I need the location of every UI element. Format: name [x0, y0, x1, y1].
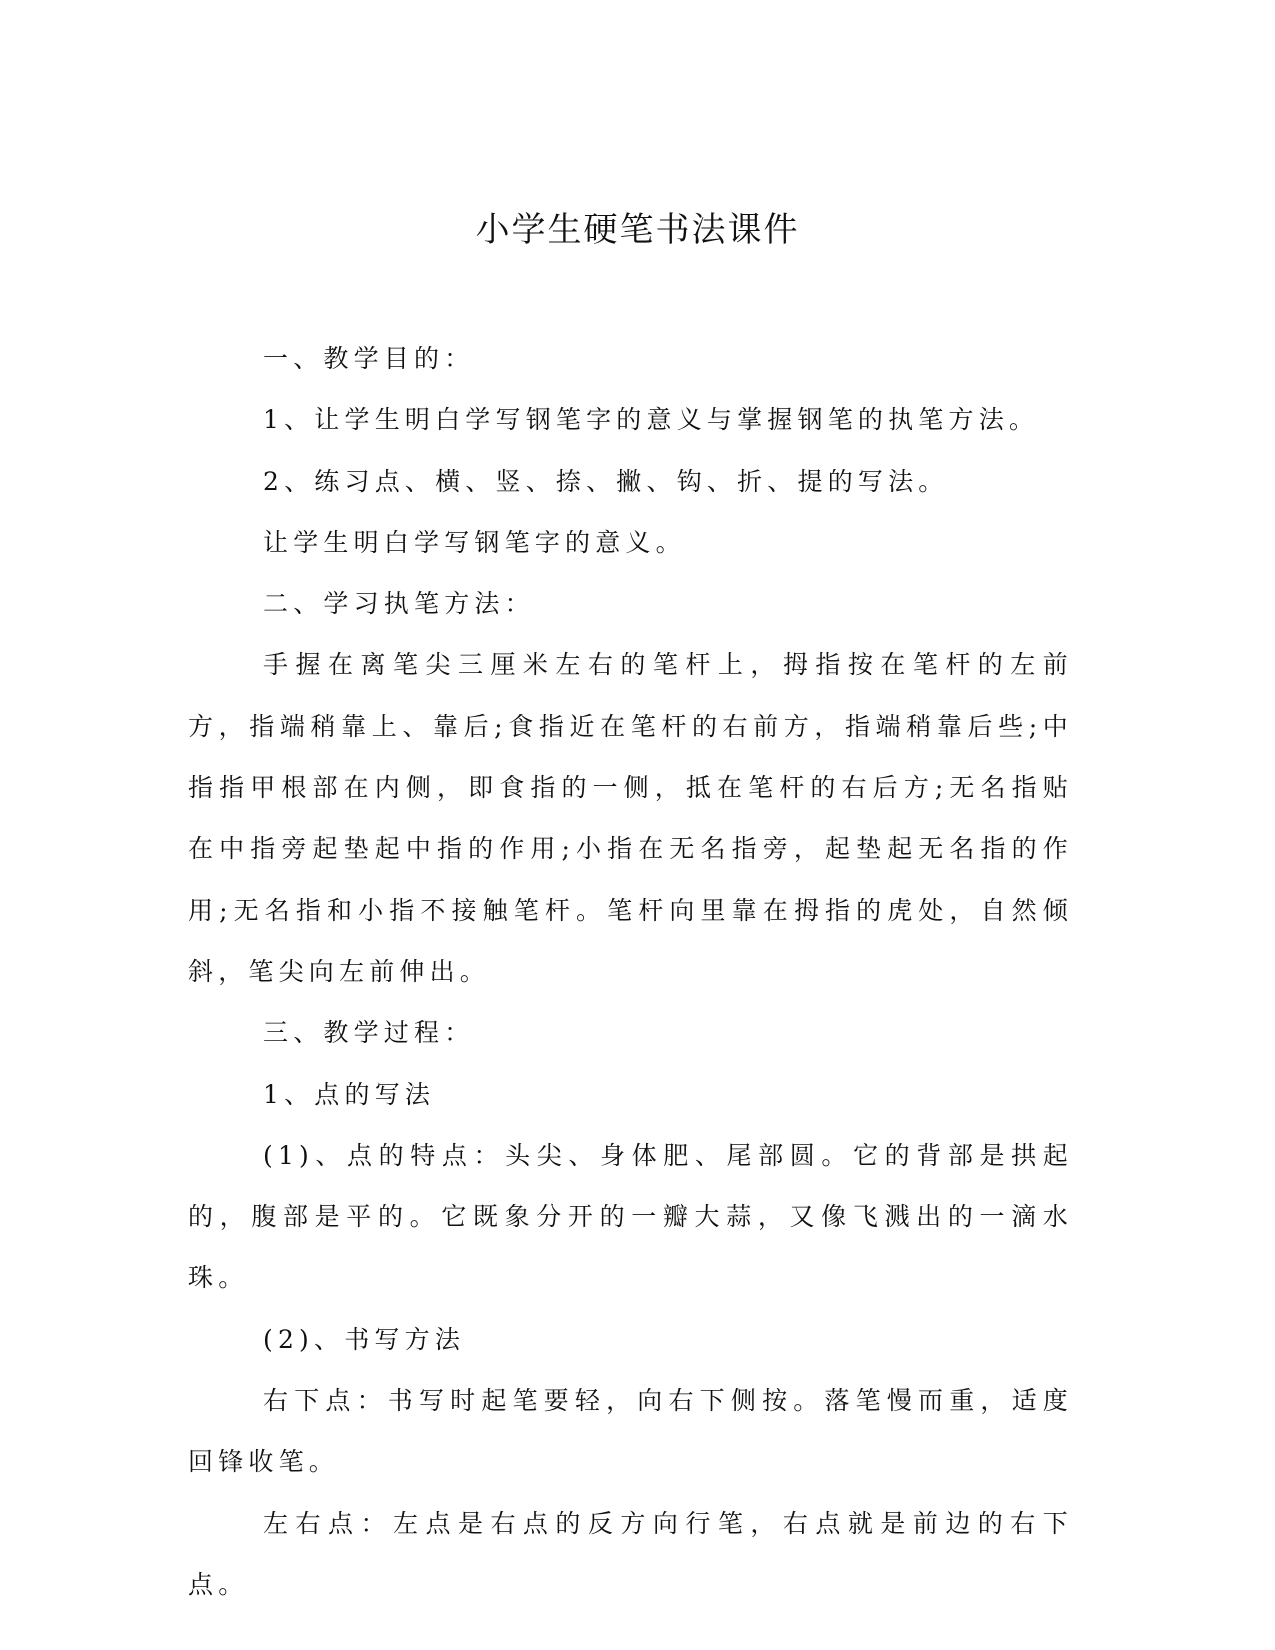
section-heading-objectives: 一、教学目的： [263, 344, 475, 373]
document-title: 小学生硬笔书法课件 [475, 210, 800, 250]
right-down-dot-paragraph: 右下点：书写时起笔要轻，向右下侧按。落笔慢而重，适度回锋收笔。 [188, 1386, 1073, 1477]
pen-grip-paragraph: 手握在离笔尖三厘米左右的笔杆上，拇指按在笔杆的左前方，指端稍靠上、靠后;食指近在笔杆的右前方，指端稍靠后些;中指指甲根部在内侧，即食指的一侧，抵在笔杆的右后方;无名指贴在中指旁起垫起中指的作用;小指在无名指旁，起垫起无名指的作用;无名指和小指不接触笔杆。笔杆向里靠在拇指的虎处，自然倾斜，笔尖向左前伸出。 [188, 650, 1073, 986]
subheading-dot-stroke: 1、点的写法 [263, 1079, 436, 1109]
dot-features-paragraph: (1)、点的特点：头尖、身体肥、尾部圆。它的背部是拱起的，腹部是平的。它既象分开的一瓣大蒜，又像飞溅出的一滴水珠。 [188, 1140, 1073, 1293]
objective-summary: 让学生明白学写钢笔字的意义。 [263, 527, 686, 557]
objective-item-2: 2、练习点、横、竖、捺、撇、钩、折、提的写法。 [263, 466, 949, 496]
subheading-writing-method: (2)、书写方法 [263, 1324, 466, 1354]
left-right-dot-paragraph: 左右点：左点是右点的反方向行笔，右点就是前边的右下点。 [188, 1508, 1073, 1599]
objective-item-1: 1、让学生明白学写钢笔字的意义与掌握钢笔的执笔方法。 [263, 405, 1040, 435]
section-heading-pen-grip: 二、学习执笔方法： [263, 589, 535, 619]
document-body [188, 328, 1073, 1615]
section-heading-process: 三、教学过程： [263, 1018, 475, 1048]
